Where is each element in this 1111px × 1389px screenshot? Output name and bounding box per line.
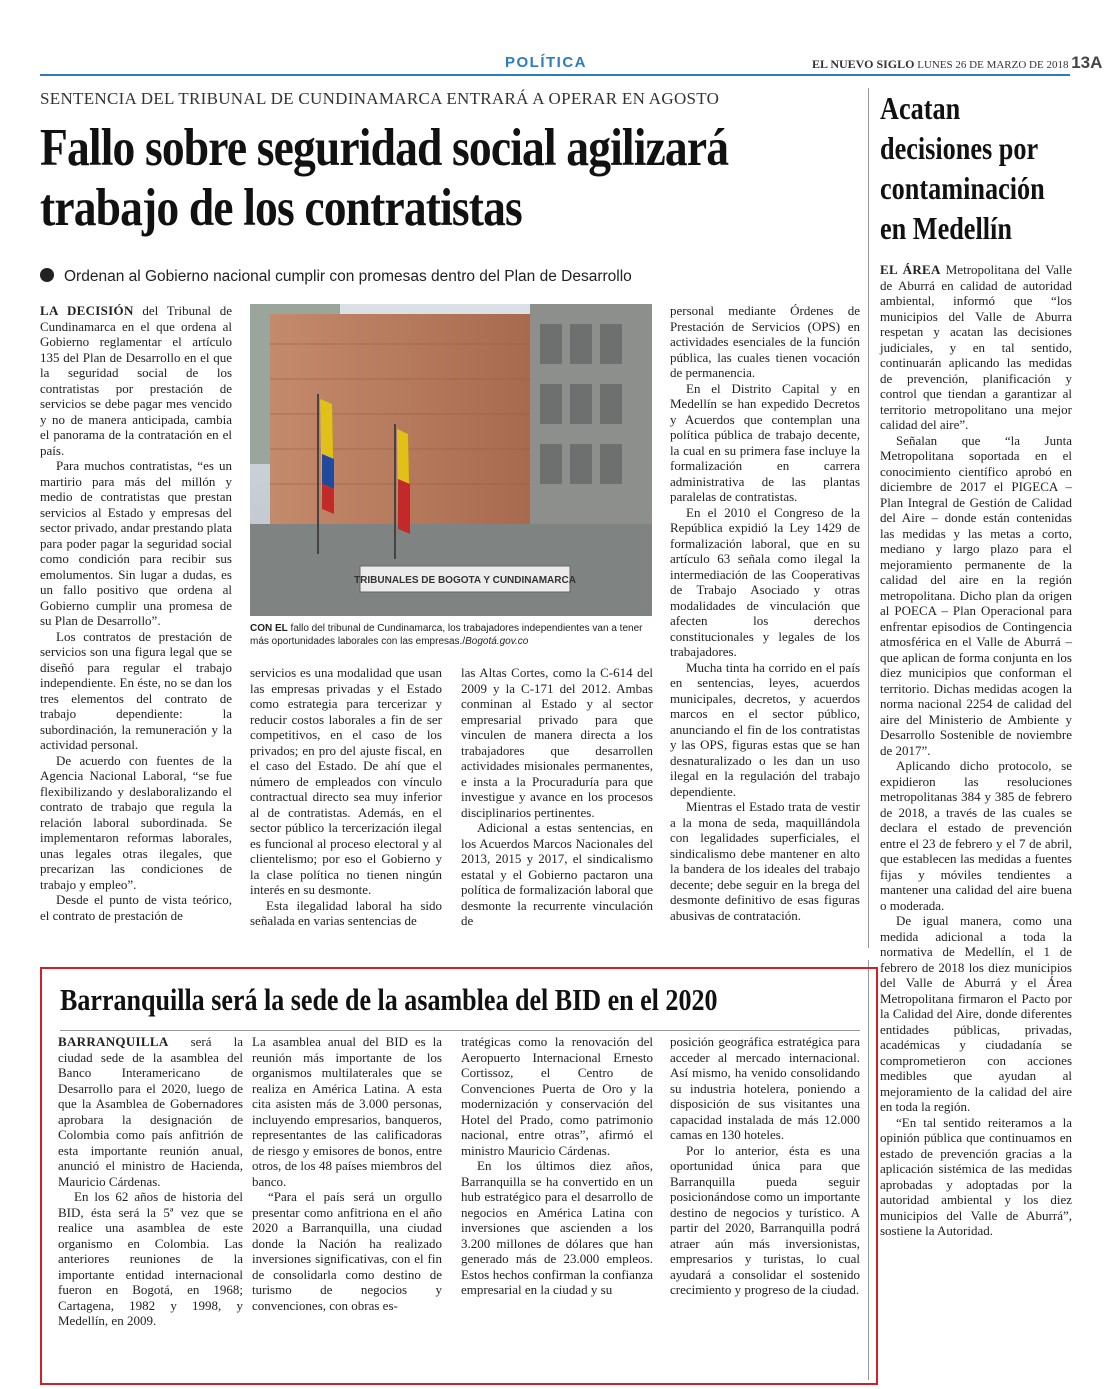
page-number: 13A (1071, 53, 1103, 72)
article-kicker: SENTENCIA DEL TRIBUNAL DE CUNDINAMARCA ENTRARÁ A OPERAR EN AGOSTO (40, 89, 720, 108)
paragraph: Por lo anterior, ésta es una oportunidad única para que Barranquilla pueda seguir posicionándose como un importante destino de negocios y turístico. A partir del 2020, Barranquilla podrá atraer aún más inversionistas, empresarios y turistas, lo cual ayudará a consolidar el sostenido crecimiento y progreso de la ciudad. (670, 1142, 860, 1297)
bid-column-1 (58, 1034, 243, 1329)
bid-column-4 (670, 1034, 860, 1298)
bid-column-2 (252, 1034, 442, 1313)
paragraph: Mucha tinta ha corrido en el país en sentencias, leyes, acuerdos municipales, decretos, y acuerdos marcos en el sector público, anunciando el fin de los contratistas y las OPS, figuras estas que se han desnaturalizado o les dan un uso ilegal en la regulación del trabajo dependiente. (670, 659, 860, 799)
main-column-4 (670, 303, 860, 923)
side-article-title: Acatan decisiones por contaminación en Medellín (880, 90, 1045, 246)
text: será la ciudad sede de la asamblea del Banco Interamericano de Desarrollo para el 2020, luego de que la Asamblea de Gobernadores aprobara la designación de Colombia como país anfitrión de esta importante reunión anual, anunció el ministro de Hacienda, Mauricio Cárdenas. (58, 1034, 243, 1189)
main-column-1 (40, 303, 232, 923)
paragraph (880, 262, 1072, 433)
paragraph (40, 303, 232, 458)
lead-in: LA DECISIÓN (40, 303, 134, 318)
text: Metropolitana del Valle de Aburrá en calidad de autoridad ambiental, informó que “los municipios del Valle de Aburra respetan y acatan las decisiones judiciales, y en tal sentido, continuarán aplicando las medidas de prevención, planificación y control que tiendan a garantizar al territorio metropolitano una mejor calidad del aire”. (880, 262, 1072, 432)
paragraph: En los 62 años de historia del BID, ésta será la 5ª vez que se realice una asamblea de este organismo en Colombia. Las anteriores reuniones de la importante entidad internacional fueron en Bogotá, en 1968; Cartagena, 1982 y 1998, y Medellín, en 2009. (58, 1189, 243, 1328)
lead-in: EL ÁREA (880, 262, 941, 277)
paragraph: En los últimos diez años, Barranquilla se ha convertido en un hub estratégico para el desarrollo de negocios en América Latina con inversiones que ascienden a los 3.200 millones de dólares que han generado más de 23.000 empleos. Estos hechos confirman la confianza empresarial en la ciudad y su (461, 1158, 653, 1297)
bullet-icon (40, 268, 54, 282)
page-info (812, 53, 1102, 73)
newspaper-name: EL NUEVO SIGLO (812, 57, 915, 71)
paragraph: Desde el punto de vista teórico, el contrato de prestación de (40, 892, 232, 923)
text: del Tribunal de Cundinamarca en el que ordena al Gobierno reglamentar el artículo 135 del Plan de Desarrollo en el que la seguridad social de los contratistas por prestación de servicios se debe pagar mes vencido y no de manera anticipada, cambia el panorama de la contratación en el país. (40, 303, 233, 458)
paragraph: En el 2010 el Congreso de la República expidió la Ley 1429 de formalización laboral, que en su artículo 63 señala como ilegal la intermediación de las Cooperativas de Trabajo Asociado y otras modalidades de vinculación que afecten los derechos constitucionales y legales de los trabajadores. (670, 504, 860, 659)
main-column-3 (461, 665, 653, 929)
caption-text: fallo del tribunal de Cundinamarca, los trabajadores independientes van a tener más oportunidades laborales con las empresas./ (250, 623, 643, 647)
paragraph: Para muchos contratistas, “es un martirio para más del millón y medio de contratistas que prestan servicios al Estado y empresas del sector privado, andar prestando plata para poder pagar la seguridad social como condición para recibir sus emolumentos. Sin lugar a dudas, es un fallo positivo que ordena al Gobierno cumplir una promesa de su Plan de Desarrollo”. (40, 458, 232, 628)
paragraph: En el Distrito Capital y en Medellín se han expedido Decretos y Acuerdos que contemplan una política pública de trabajo decente, la cual en su primera fase incluye la formalización en carrera administrativa de las plantas paralelas de contratistas. (670, 380, 860, 504)
paragraph: Aplicando dicho protocolo, se expidieron las resoluciones metropolitanas 384 y 385 de febrero de 2018, a través de las cuales se declara el estado de prevención entre el 23 de febrero y el 7 de abril, que establecen las medidas a fuentes fijas y móviles tendientes a mantener una calidad del aire buena o moderada. (880, 758, 1072, 913)
photo-caption (250, 622, 652, 648)
photo-sign-text: TRIBUNALES DE BOGOTA Y CUNDINAMARCA (354, 575, 576, 586)
paragraph (58, 1034, 243, 1189)
section-label: POLÍTICA (505, 54, 587, 71)
issue-date: LUNES 26 DE MARZO DE 2018 (917, 59, 1069, 71)
article-headline: Fallo sobre seguridad social agilizará trabajo de los contratistas (40, 119, 729, 237)
paragraph: Los contratos de prestación de servicios son una figura legal que se diseñó para regular el trabajo independiente. En éste, no se dan los tres elementos del contrato de trabajo dependiente: la subordinación, la remuneración y la actividad personal. (40, 628, 232, 752)
header-rule (40, 74, 1070, 76)
column-divider (868, 88, 869, 948)
paragraph: las Altas Cortes, como la C-614 del 2009 y la C-171 del 2012. Ambas conminan al Estado y al sector empresarial privado para que vinculen de manera directa a los trabajadores que desarrollen actividades misionales permanentes, e insta a la Procuraduría para que investigue y avance en los procesos disciplinarios pertinentes. (461, 665, 653, 820)
subheadline-text: Ordenan al Gobierno nacional cumplir con promesas dentro del Plan de Desarrollo (64, 268, 632, 285)
paragraph: “Para el país será un orgullo presentar como anfitriona en el año 2020 a Barranquilla, una ciudad donde la Nación ha realizado inversiones significativas, con el fin de consolidarla como destino de turismo de negocios y convenciones, con obras es- (252, 1189, 442, 1313)
paragraph: De igual manera, como una medida adicional a toda la normativa de Medellín, el 1 de febrero de 2018 los diez municipios del Valle de Aburrá y el Área Metropolitana firmaron el Pacto por la Calidad del Aire, donde diferentes entidades públicas, privadas, académicas y ciudadanía se comprometieron con acciones medibles que ayudan al mejoramiento de la calidad del aire en toda la región. (880, 913, 1072, 1114)
caption-lead: CON EL (250, 623, 288, 634)
article-photo (250, 304, 652, 616)
bid-article-title: Barranquilla será la sede de la asamblea del BID en el 2020 (60, 982, 718, 1017)
paragraph: Señalan que “la Junta Metropolitana soportada en el conocimiento científico aprobó en diciembre de 2017 el PIGECA – Plan Integral de Gestión de Calidad del Aire – donde están contenidas las medidas y las metas a corto, mediano y largo plazo para el mejoramiento permanente de la calidad del aire en la región metropolitana. Dicho plan da origen al POECA – Plan Operacional para enfrentar episodios de Contingencia atmosférica en el Valle de Aburrá – que aplican de forma conjunta en los diez municipios que conforman el territorio. Dichas medidas acogen la norma nacional 2254 de calidad del aire del Ministerio de Ambiente y Desarrollo Sostenible de noviembre de 2017”. (880, 432, 1072, 758)
bid-title-rule (60, 1030, 860, 1031)
paragraph: “En tal sentido reiteramos a la opinión pública que continuamos en estado de prevención gracias a la aplicación sistémica de las medidas aprobadas y adoptadas por la autoridad ambiental y los diez municipios del Valle de Aburrá”, sostiene la Autoridad. (880, 1114, 1072, 1238)
side-article-body (880, 262, 1072, 1239)
main-column-2 (250, 665, 442, 929)
lead-in: BARRANQUILLA (58, 1034, 169, 1049)
paragraph: personal mediante Órdenes de Prestación de Servicios (OPS) en actividades esenciales de la función pública, las cuales tienen vocación de permanencia. (670, 303, 860, 380)
paragraph: Adicional a estas sentencias, en los Acuerdos Marcos Nacionales del 2013, 2015 y 2017, el sindicalismo estatal y el Gobierno pactaron una política de formalización laboral que desmonte la recurrente vinculación de (461, 820, 653, 928)
paragraph: posición geográfica estratégica para acceder al mercado internacional. Así mismo, ha venido consolidando su industria hotelera, poniendo a disposición de sus visitantes una capacidad instalada de más 12.000 camas en 130 hoteles. (670, 1034, 860, 1142)
paragraph: La asamblea anual del BID es la reunión más importante de los organismos multilaterales que se realiza en América Latina. A esta cita asisten más de 3.000 personas, incluyendo empresarios, banqueros, representantes de las calificadoras de riesgo y emisores de bonos, entre otros, de los 48 países miembros del banco. (252, 1034, 442, 1189)
paragraph: servicios es una modalidad que usan las empresas privadas y el Estado como estrategia para tercerizar y reducir costos laborales a fin de ser competitivos, en el caso de los privados; en pro del ajuste fiscal, en el caso del Estado. De ahí que el número de empleados con vínculo contractual directo sea muy inferior al de contratistas. Además, en el sector público la tercerización ilegal es funcional al proceso electoral y al clientelismo; por eso el Gobierno y la clase política no tienen ningún interés en su desmonte. (250, 665, 442, 897)
article-subheadline (40, 268, 632, 286)
bid-column-3 (461, 1034, 653, 1298)
paragraph: De acuerdo con fuentes de la Agencia Nacional Laboral, “se fue flexibilizando y deslaboralizando el contrato de trabajo que regula la relación laboral subordinada. Se implementaron reformas laborales, unas legales otras ilegales, que precarizan las condiciones de trabajo y empleo”. (40, 752, 232, 892)
paragraph: tratégicas como la renovación del Aeropuerto Internacional Ernesto Cortissoz, el Centro de Convenciones Puerta de Oro y la modernización y conservación del Hotel del Prado, como patrimonio nacional, entre otras”, afirmó el ministro Mauricio Cárdenas. (461, 1034, 653, 1158)
paragraph: Mientras el Estado trata de vestir a la mona de seda, maquillándola con legalidades superficiales, el sindicalismo debe mantener en alto la bandera de los ideales del trabajo decente; debe seguir en la brega del desmonte definitivo de esas figuras abusivas de contratación. (670, 799, 860, 923)
photo-credit: Bogotá.gov.co (465, 636, 529, 647)
paragraph: Esta ilegalidad laboral ha sido señalada en varias sentencias de (250, 897, 442, 928)
